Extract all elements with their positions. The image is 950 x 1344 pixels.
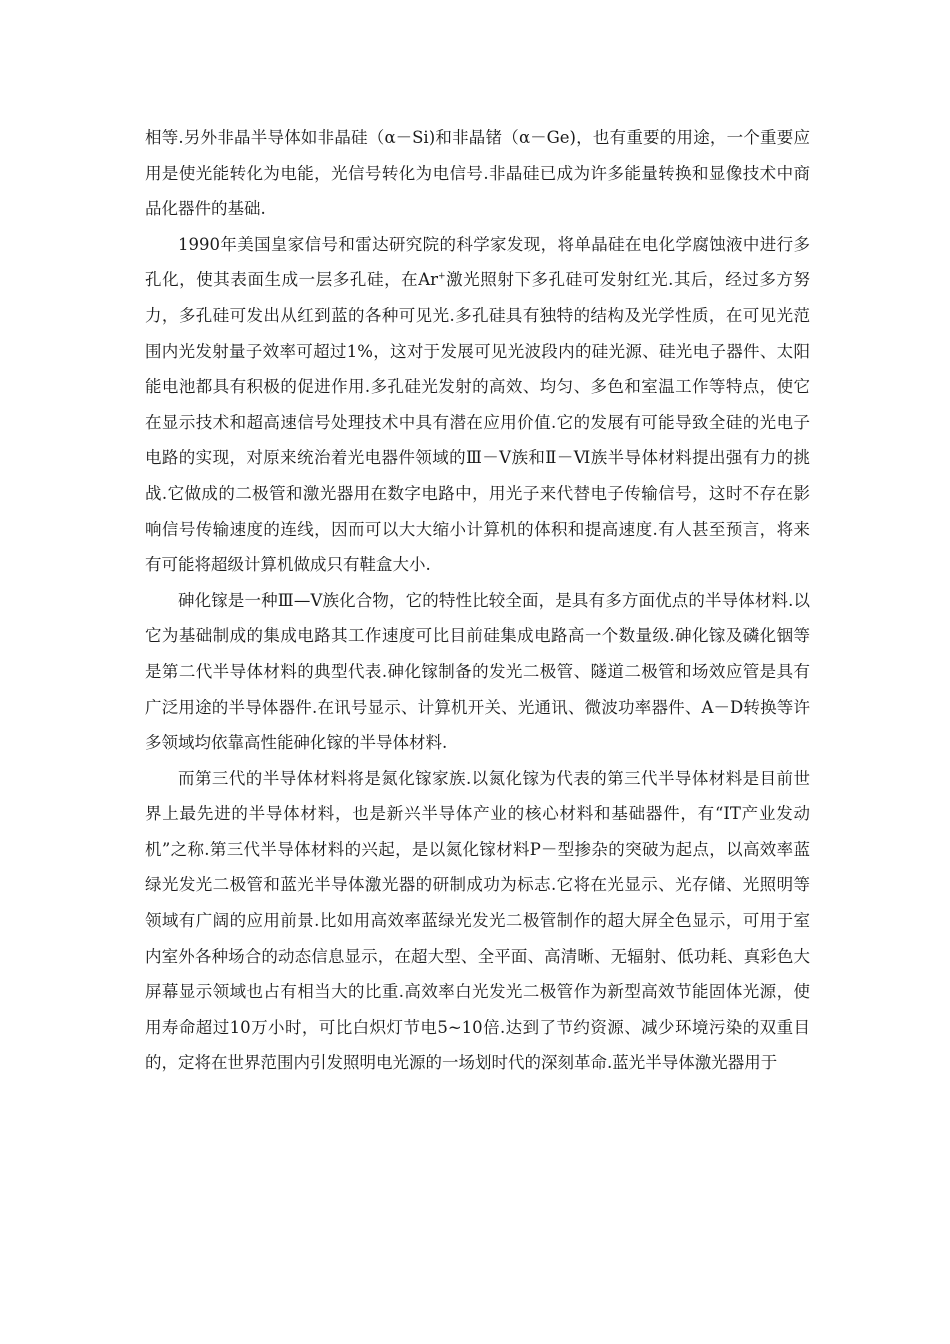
paragraph-gallium-arsenide: 砷化镓是一种Ⅲ—Ⅴ族化合物，它的特性比较全面，是具有多方面优点的半导体材料.以它为基础制成的集成电路其工作速度可比目前硅集成电路高一个数量级.砷化镓及磷化铟等是第二代半导体材料的典型代表.砷化镓制备的发光二极管、隧道二极管和场效应管是具有广泛用途的半导体器件.在讯号显示、计算机开关、光通讯、微波功率器件、A－D转换等许多领域均依靠高性能砷化镓的半导体材料.	[145, 590, 810, 753]
paragraph-porous-silicon-part1: 1990年美国皇家信号和雷达研究院的科学家发现，将单晶硅在电化学腐蚀液中进行多孔化，使其表面生成一层多孔硅，在Ar	[145, 234, 810, 290]
document-body	[145, 120, 810, 1081]
paragraph-porous-silicon	[145, 227, 810, 583]
paragraph-gallium-nitride: 而第三代的半导体材料将是氮化镓家族.以氮化镓为代表的第三代半导体材料是目前世界上最先进的半导体材料，也是新兴半导体产业的核心材料和基础器件，有“IT产业发动机”之称.第三代半导体材料的兴起，是以氮化镓材料P－型掺杂的突破为起点，以高效率蓝绿光发光二极管和蓝光半导体激光器的研制成功为标志.它将在光显示、光存储、光照明等领域有广阔的应用前景.比如用高效率蓝绿光发光二极管制作的超大屏全色显示，可用于室内室外各种场合的动态信息显示，在超大型、全平面、高清晰、无辐射、低功耗、真彩色大屏幕显示领域也占有相当大的比重.高效率白光发光二极管作为新型高效节能固体光源，使用寿命超过10万小时，可比白炽灯节电5~10倍.达到了节约资源、减少环境污染的双重目的，定将在世界范围内引发照明电光源的一场划时代的深刻革命.蓝光半导体激光器用于	[145, 768, 810, 1073]
paragraph-porous-silicon-part2: 激光照射下多孔硅可发射红光.其后，经过多方努力，多孔硅可发出从红到蓝的各种可见光.多孔硅具有独特的结构及光学性质，在可见光范围内光发射量子效率可超过1%，这对于发展可见光波段内的硅光源、硅光电子器件、太阳能电池都具有积极的促进作用.多孔硅光发射的高效、均匀、多色和室温工作等特点，使它在显示技术和超高速信号处理技术中具有潜在应用价值.它的发展有可能导致全硅的光电子电路的实现，对原来统治着光电器件领域的Ⅲ－Ⅴ族和Ⅱ－Ⅵ族半导体材料提出强有力的挑战.它做成的二极管和激光器用在数字电路中，用光子来代替电子传输信号，这时不存在影响信号传输速度的连线，因而可以大大缩小计算机的体积和提高速度.有人甚至预言，将来有可能将超级计算机做成只有鞋盒大小.	[145, 270, 810, 575]
paragraph-amorphous-semiconductors: 相等.另外非晶半导体如非晶硅（α－Si)和非晶锗（α－Ge)，也有重要的用途，一个重要应用是使光能转化为电能，光信号转化为电信号.非晶硅已成为许多能量转换和显像技术中商品化器件的基础.	[145, 128, 810, 219]
argon-ion-superscript: +	[438, 271, 446, 282]
